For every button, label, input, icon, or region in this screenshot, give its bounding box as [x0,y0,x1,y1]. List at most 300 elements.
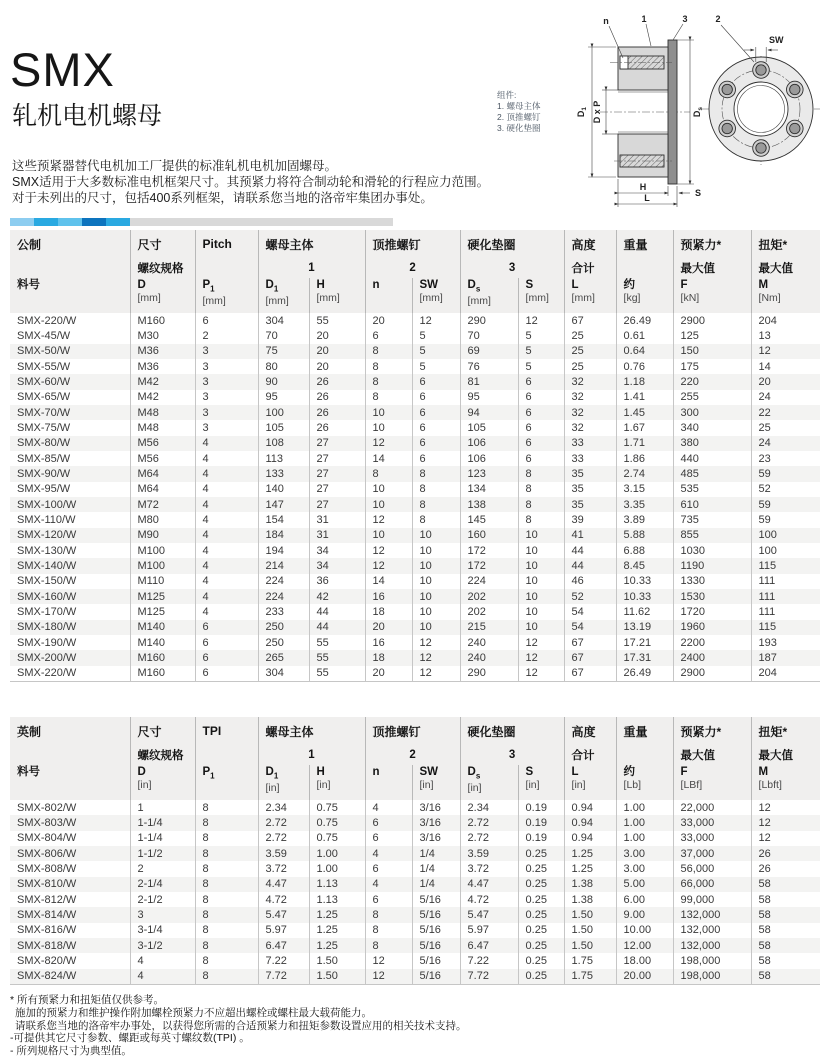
value-cell: 3 [130,907,195,922]
value-cell: 184 [258,528,309,543]
column-subgroup-header: 螺纹规格 [130,258,195,278]
value-cell: 6 [365,815,412,830]
value-cell: 8 [365,374,412,389]
table-row [10,907,820,922]
column-symbol-header: L [mm] [564,278,616,313]
value-cell: 138 [460,497,518,512]
brand-bar-segment [34,218,58,226]
value-cell: 25 [564,328,616,343]
value-cell: 27 [309,436,365,451]
value-cell: 4 [195,528,258,543]
table-row [10,589,820,604]
value-cell: 12 [365,953,412,968]
value-cell: 8 [412,482,460,497]
value-cell: 20 [365,620,412,635]
value-cell: 67 [564,666,616,682]
column-group-header: 扭矩* [751,230,820,258]
value-cell: M72 [130,497,195,512]
value-cell: 13.19 [616,620,673,635]
value-cell: 32 [564,405,616,420]
value-cell: 3.59 [460,846,518,861]
value-cell: 14 [365,574,412,589]
part-number-cell: SMX-820/W [17,954,77,967]
part-number-cell: SMX-120/W [17,529,77,542]
value-cell: 214 [258,558,309,573]
value-cell: 23 [751,451,820,466]
value-cell: 33,000 [673,815,751,830]
value-cell: 115 [751,558,820,573]
value-cell: 4.72 [258,892,309,907]
value-cell: 108 [258,436,309,451]
value-cell: 33 [564,451,616,466]
value-cell: 4 [365,846,412,861]
value-cell: 25 [564,344,616,359]
value-cell: 1330 [673,574,751,589]
part-number-cell: SMX-220/W [17,667,77,680]
value-cell: 6 [412,436,460,451]
value-cell: 12 [412,635,460,650]
value-cell: 25 [751,420,820,435]
part-number-cell: SMX-150/W [17,575,77,588]
value-cell: 6 [412,390,460,405]
footnotes [10,994,467,1058]
value-cell: 2 [195,328,258,343]
table-row [10,877,820,892]
value-cell: 6 [518,405,564,420]
part-number-cell: SMX-816/W [17,924,77,937]
value-cell: 58 [751,969,820,985]
table-row [10,831,820,846]
value-cell: 8 [365,923,412,938]
value-cell: 24 [751,390,820,405]
dim-label-dxp: D x P [592,100,602,124]
value-cell: 12 [365,969,412,985]
value-cell: 32 [564,390,616,405]
column-subgroup-header: 螺纹规格 [130,745,195,765]
value-cell: 14 [365,451,412,466]
value-cell: 8 [365,466,412,481]
value-cell: 224 [258,574,309,589]
value-cell: 1.38 [564,892,616,907]
value-cell: 4 [365,877,412,892]
brand-bar-segment [58,218,82,226]
value-cell: 1-1/4 [130,815,195,830]
value-cell: 1-1/2 [130,846,195,861]
value-cell: 1.86 [616,451,673,466]
table-row [10,328,820,343]
value-cell: 3 [195,374,258,389]
value-cell: 52 [564,589,616,604]
value-cell: 52 [751,482,820,497]
description-line: 这些预紧器替代电机加工厂提供的标准轧机电机加固螺母。 [12,159,338,173]
value-cell: 27 [309,451,365,466]
part-number-cell: SMX-85/W [17,452,71,465]
part-number-cell: SMX-180/W [17,621,77,634]
product-subtitle: 轧机电机螺母 [12,102,163,130]
technical-drawing [556,12,828,210]
value-cell: 12 [365,436,412,451]
value-cell: 100 [751,543,820,558]
column-subgroup-header [10,745,130,765]
table-row [10,861,820,876]
table-row [10,466,820,481]
value-cell: 0.25 [518,846,564,861]
column-symbol-header: D [in] [130,765,195,800]
value-cell: 33 [564,436,616,451]
value-cell: 26.49 [616,666,673,682]
value-cell: 31 [309,512,365,527]
value-cell: 134 [460,482,518,497]
value-cell: 0.75 [309,800,365,815]
table-row [10,420,820,435]
value-cell: 2.34 [258,800,309,815]
value-cell: 46 [564,574,616,589]
part-number-cell: SMX-130/W [17,544,77,557]
value-cell: 5.47 [258,907,309,922]
value-cell: 1.41 [616,390,673,405]
column-symbol-header: $D_1$ [mm] [258,278,309,313]
value-cell: 5/16 [412,938,460,953]
footnote-line: * 所有预紧力和扭矩值仅供参考。 [10,994,165,1006]
value-cell: 12 [751,800,820,815]
value-cell: 5/16 [412,907,460,922]
value-cell: 22,000 [673,800,751,815]
value-cell: 44 [309,620,365,635]
value-cell: 3 [195,359,258,374]
value-cell: 304 [258,666,309,682]
table-row [10,359,820,374]
table-row [10,374,820,389]
value-cell: 8 [195,877,258,892]
column-group-header: 重量 [616,230,673,258]
value-cell: 10.33 [616,574,673,589]
value-cell: M160 [130,650,195,665]
part-number-cell: SMX-55/W [17,360,71,373]
table-row [10,558,820,573]
column-symbol-header: H [mm] [309,278,365,313]
value-cell: 35 [564,482,616,497]
value-cell: M48 [130,405,195,420]
value-cell: 1.75 [564,969,616,985]
table-row [10,938,820,953]
value-cell: 6 [365,328,412,343]
value-cell: 66,000 [673,877,751,892]
value-cell: 10 [412,620,460,635]
column-subgroup-header: 3 [460,745,564,765]
table-row [10,923,820,938]
table-row [10,344,820,359]
value-cell: 8 [518,497,564,512]
column-symbol-header: SW [in] [412,765,460,800]
value-cell: 27 [309,497,365,512]
column-group-header: 顶推螺钉 [365,230,460,258]
value-cell: M160 [130,313,195,328]
value-cell: 250 [258,620,309,635]
table-row [10,405,820,420]
value-cell: 3-1/2 [130,938,195,953]
value-cell: 132,000 [673,923,751,938]
value-cell: 20 [309,328,365,343]
column-group-header: 公制 [10,230,130,258]
part-number-cell: SMX-75/W [17,421,71,434]
value-cell: 6 [518,374,564,389]
column-subgroup-header: 最大值 [673,258,751,278]
brand-bar-segment [82,218,106,226]
value-cell: 5.47 [460,907,518,922]
value-cell: 58 [751,877,820,892]
value-cell: 1190 [673,558,751,573]
value-cell: 100 [751,528,820,543]
value-cell: 35 [564,497,616,512]
value-cell: 0.76 [616,359,673,374]
table-row [10,313,820,328]
value-cell: 12.00 [616,938,673,953]
value-cell: 20 [365,666,412,682]
value-cell: 6 [518,390,564,405]
part-number-cell: SMX-140/W [17,559,77,572]
value-cell: 175 [673,359,751,374]
value-cell: 81 [460,374,518,389]
value-cell: 4 [195,558,258,573]
value-cell: 4 [195,543,258,558]
footnote-line: 请联系您当地的洛帝牢办事处，以获得您所需的合适预紧力和扭矩参数设置应用的相关技术支持。 [15,1019,467,1032]
value-cell: 17.31 [616,650,673,665]
value-cell: M90 [130,528,195,543]
value-cell: 54 [564,620,616,635]
column-subgroup-header: 最大值 [673,745,751,765]
value-cell: 1/4 [412,846,460,861]
value-cell: 20 [309,344,365,359]
value-cell: 3-1/4 [130,923,195,938]
value-cell: 5 [412,328,460,343]
value-cell: 106 [460,451,518,466]
value-cell: 6 [195,635,258,650]
value-cell: 1.00 [309,846,365,861]
value-cell: M42 [130,390,195,405]
value-cell: 198,000 [673,953,751,968]
value-cell: 67 [564,650,616,665]
footnote-line: - 所列规格尺寸为典型值。 [10,1045,132,1058]
value-cell: 0.75 [309,831,365,846]
value-cell: 12 [365,512,412,527]
value-cell: 106 [460,436,518,451]
imperial-table [10,717,820,985]
value-cell: 380 [673,436,751,451]
value-cell: 255 [673,390,751,405]
value-cell: 7.22 [460,953,518,968]
value-cell: 5.97 [258,923,309,938]
value-cell: M64 [130,482,195,497]
value-cell: 4.72 [460,892,518,907]
value-cell: 0.25 [518,938,564,953]
value-cell: 8 [412,497,460,512]
value-cell: 55 [309,666,365,682]
value-cell: 7.22 [258,953,309,968]
part-number-cell: SMX-95/W [17,483,71,496]
value-cell: 5 [518,344,564,359]
value-cell: 8 [195,831,258,846]
column-symbol-header: L [in] [564,765,616,800]
description-line: SMX适用于大多数标准电机框架尺寸。其预紧力将符合制动轮和滑轮的行程应力范围。 [12,175,490,189]
footnote-line: -可提供其它尺寸参数、螺距或每英寸螺纹数(TPI) 。 [10,1032,250,1045]
part-number-cell: SMX-60/W [17,375,71,388]
value-cell: 70 [258,328,309,343]
value-cell: 1.13 [309,892,365,907]
value-cell: 1.25 [309,938,365,953]
brand-bar-segment [106,218,130,226]
value-cell: 9.00 [616,907,673,922]
value-cell: 8 [195,969,258,985]
column-symbol-header: S [in] [518,765,564,800]
value-cell: 8 [518,482,564,497]
part-number-cell: SMX-65/W [17,391,71,404]
value-cell: 55 [309,635,365,650]
value-cell: 44 [564,543,616,558]
column-group-header: 尺寸 [130,230,195,258]
spec-table [10,717,820,985]
part-number-cell: SMX-110/W [17,513,76,526]
value-cell: 75 [258,344,309,359]
value-cell: 3.00 [616,861,673,876]
value-cell: 32 [564,420,616,435]
column-group-header: 尺寸 [130,717,195,745]
value-cell: 1.25 [309,907,365,922]
value-cell: 59 [751,512,820,527]
column-subgroup-header: 2 [365,745,460,765]
column-subgroup-header: 2 [365,258,460,278]
value-cell: 194 [258,543,309,558]
value-cell: 4 [195,451,258,466]
column-symbol-header: n [365,765,412,800]
value-cell: 123 [460,466,518,481]
value-cell: M56 [130,451,195,466]
value-cell: 125 [673,328,751,343]
value-cell: 610 [673,497,751,512]
value-cell: 300 [673,405,751,420]
column-symbol-header: $D_s$ [mm] [460,278,518,313]
value-cell: 3 [195,420,258,435]
value-cell: 12 [518,635,564,650]
value-cell: 90 [258,374,309,389]
value-cell: 1.71 [616,436,673,451]
value-cell: 4 [195,436,258,451]
dim-label-ds: $D_s$ [692,106,704,118]
value-cell: 8 [195,800,258,815]
value-cell: M48 [130,420,195,435]
value-cell: 44 [309,604,365,619]
value-cell: 233 [258,604,309,619]
value-cell: 8 [365,344,412,359]
value-cell: 41 [564,528,616,543]
value-cell: 8 [365,938,412,953]
value-cell: 70 [460,328,518,343]
value-cell: 10 [412,528,460,543]
value-cell: 250 [258,635,309,650]
part-number-cell: SMX-814/W [17,908,77,921]
value-cell: M80 [130,512,195,527]
value-cell: 5 [518,328,564,343]
value-cell: 150 [673,344,751,359]
value-cell: 6 [412,451,460,466]
value-cell: 304 [258,313,309,328]
value-cell: 1.18 [616,374,673,389]
value-cell: 1720 [673,604,751,619]
value-cell: 6 [518,436,564,451]
value-cell: 10.00 [616,923,673,938]
table-row [10,512,820,527]
value-cell: 204 [751,666,820,682]
value-cell: 0.25 [518,892,564,907]
table-row [10,543,820,558]
value-cell: 18 [365,650,412,665]
value-cell: 69 [460,344,518,359]
value-cell: 1 [130,800,195,815]
value-cell: 10 [365,405,412,420]
column-subgroup-header [10,258,130,278]
value-cell: 8 [365,390,412,405]
value-cell: 1/4 [412,877,460,892]
value-cell: 8.45 [616,558,673,573]
drawing-legend [497,90,540,134]
value-cell: 8 [195,846,258,861]
value-cell: 12 [412,313,460,328]
value-cell: 8 [195,907,258,922]
value-cell: 58 [751,938,820,953]
value-cell: 7.72 [460,969,518,985]
value-cell: 440 [673,451,751,466]
value-cell: 59 [751,497,820,512]
column-symbol-header: $D_1$ [in] [258,765,309,800]
value-cell: M125 [130,589,195,604]
footnote-line: 施加的预紧力和维护操作附加螺栓预紧力不应超出螺栓或螺柱最大载荷能力。 [15,1006,372,1019]
value-cell: 4 [195,604,258,619]
column-subgroup-header: 合计 [564,745,616,765]
column-symbol-header: 料号 [10,765,130,800]
value-cell: 3/16 [412,831,460,846]
value-cell: 34 [309,558,365,573]
legend-title: 组件: [497,90,517,100]
value-cell: 94 [460,405,518,420]
value-cell: 59 [751,466,820,481]
value-cell: 3/16 [412,800,460,815]
value-cell: 1030 [673,543,751,558]
column-symbol-header: $P_1$ [195,765,258,800]
value-cell: 3 [195,344,258,359]
value-cell: M100 [130,558,195,573]
value-cell: 172 [460,558,518,573]
value-cell: 27 [309,466,365,481]
value-cell: 12 [518,313,564,328]
value-cell: 4 [130,969,195,985]
value-cell: 10 [365,497,412,512]
value-cell: 20.00 [616,969,673,985]
table-row [10,666,820,682]
value-cell: 0.61 [616,328,673,343]
value-cell: 735 [673,512,751,527]
table-row [10,574,820,589]
column-subgroup-header [616,745,673,765]
part-number-cell: SMX-812/W [17,893,77,906]
table-row [10,650,820,665]
value-cell: 76 [460,359,518,374]
value-cell: 10 [412,604,460,619]
value-cell: 10 [412,558,460,573]
value-cell: 105 [460,420,518,435]
value-cell: 2.72 [460,815,518,830]
value-cell: M140 [130,620,195,635]
value-cell: 8 [195,815,258,830]
value-cell: 5/16 [412,953,460,968]
